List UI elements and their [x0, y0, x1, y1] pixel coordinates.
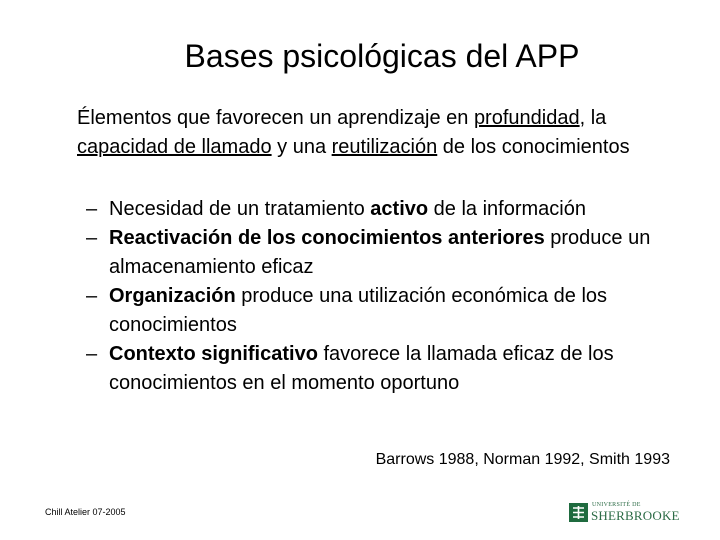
intro-underlined-profundidad: profundidad [473, 107, 580, 129]
university-logo [569, 500, 680, 524]
bullet-dash: – [86, 285, 98, 307]
intro-text: Élementos que favorecen un aprendizaje en [77, 107, 474, 129]
logo-mark-icon [569, 503, 588, 522]
intro-underlined-capacidad: capacidad de llamado [77, 136, 272, 158]
bullet-dash: – [86, 227, 98, 249]
slide-title: Bases psicológicas del APP [184, 38, 580, 74]
bullet-text: produce una utilización económica de los conocimientos [109, 285, 608, 336]
logo-emblem-icon [569, 503, 588, 522]
citation-text: Barrows 1988, Norman 1992, Smith 1993 [375, 451, 670, 468]
bullet-text: produce un almacenamiento eficaz [109, 227, 651, 278]
bullet-bold-text: Reactivación de los conocimientos anteriores [109, 227, 545, 249]
intro-text: y una [271, 136, 332, 158]
footer-label: Chill Atelier 07-2005 [45, 507, 126, 517]
bullet-bold-text: Organización [109, 285, 236, 307]
bullet-item [77, 340, 677, 398]
logo-small-text: UNIVERSITÉ DE [592, 502, 641, 508]
bullet-bold-text: Contexto significativo [109, 343, 318, 365]
bullet-bold-text: activo [370, 198, 429, 220]
intro-underlined-reutilizacion: reutilización [331, 136, 438, 158]
intro-paragraph [77, 104, 677, 162]
logo-main-text: SHERBROOKE [591, 508, 680, 523]
intro-text: de los conocimientos [437, 136, 630, 158]
bullet-item [77, 282, 677, 340]
bullet-text: de la información [428, 198, 586, 220]
bullet-list [77, 195, 677, 398]
bullet-text: favorece la llamada eficaz de los conocimientos en el momento oportuno [109, 343, 614, 394]
bullet-dash: – [86, 343, 98, 365]
intro-text: , la [579, 107, 607, 129]
bullet-item [77, 224, 677, 282]
bullet-dash: – [86, 198, 98, 220]
bullet-item [77, 195, 677, 224]
bullet-text: Necesidad de un tratamiento [109, 198, 371, 220]
